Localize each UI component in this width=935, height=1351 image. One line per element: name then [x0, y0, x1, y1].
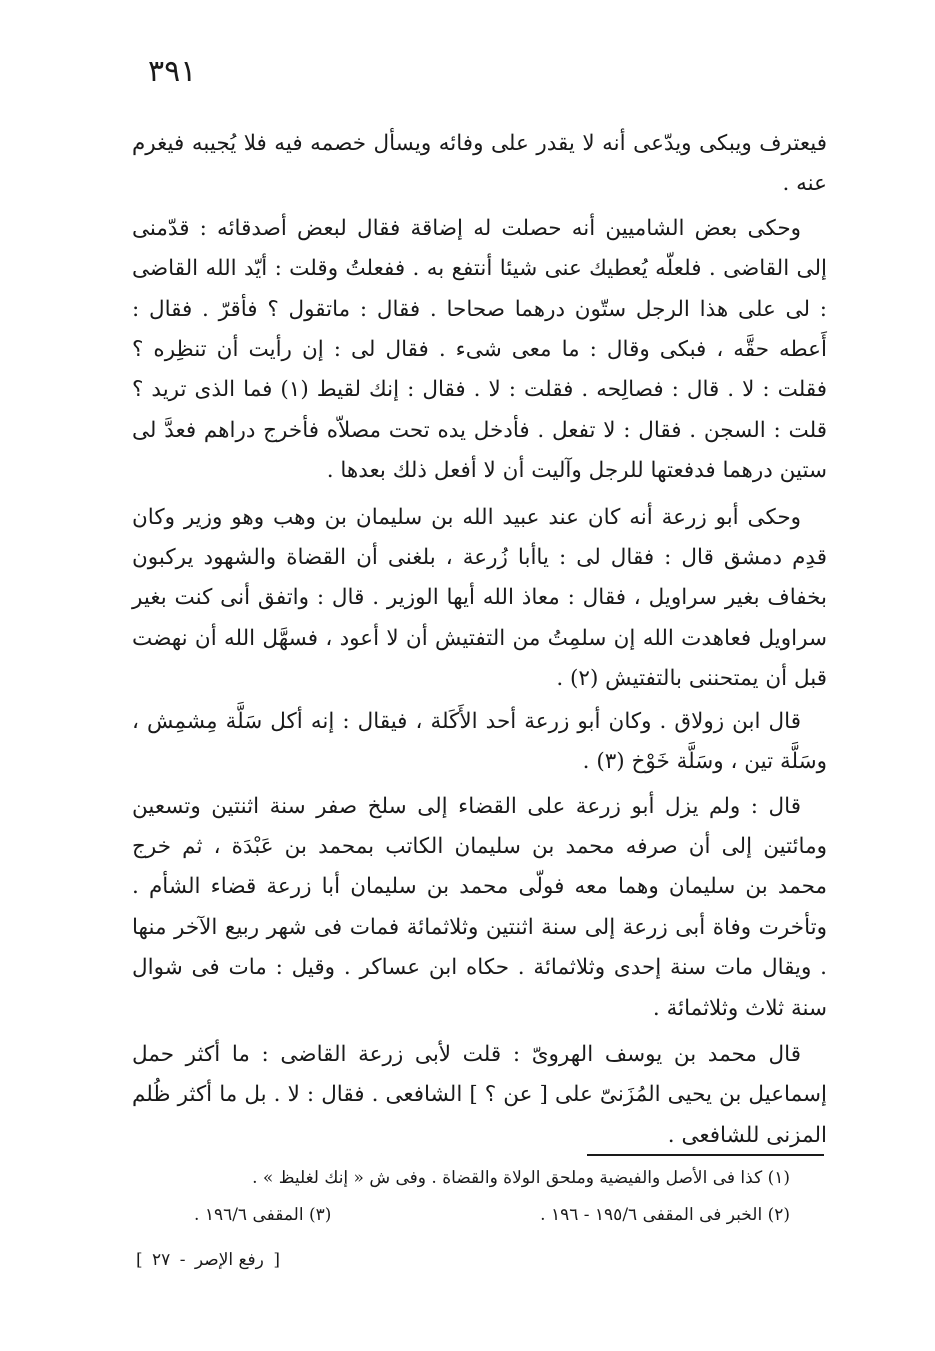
- main-text: [132, 124, 827, 1156]
- bracket-open: [: [273, 1250, 280, 1270]
- signature-number: ٢٧: [152, 1250, 171, 1270]
- bracket-close: ]: [136, 1250, 143, 1270]
- paragraph: قال : ولم يزل أبو زرعة على القضاء إلى سلخ صفر سنة اثنتين وتسعين ومائتين إلى أن صرفه محمد بن سليمان الكاتب بمحمد بن عَبْدَة ، ثم خرج محمد بن سليمان وهما معه فولّى محمد بن سليمان أبا زرعة قضاء الشأم . وتأخرت وفاة أبى زرعة إلى سنة اثنتين وثلاثمائة فمات فى شهر ربيع الآخر منها . ويقال مات سنة إحدى وثلاثمائة . حكاه ابن عساكر . وقيل : مات فى شوال سنة ثلاث وثلاثمائة .: [132, 793, 827, 1021]
- signature-line: [134, 1250, 282, 1270]
- footnote-row: [190, 1160, 790, 1197]
- footnote-2: (٢) الخبر فى المقفى ١٩٥/٦ - ١٩٦ .: [540, 1205, 790, 1225]
- paragraph: فيعترف ويبكى ويدّعى أنه لا يقدر على وفائه ويسأل خصمه فيه فلا يُجيبه فيغرم عنه .: [132, 131, 827, 197]
- footnote-3: (٣) المقفى ١٩٦/٦ .: [194, 1205, 332, 1225]
- paragraph: قال محمد بن يوسف الهروىّ : قلت لأبى زرعة القاضى : ما أكثر حمل إسماعيل بن يحيى المُزَنىّ على [ عن ؟ ] الشافعى . فقال : لا . بل ما أكثر ظُلم المزنى للشافعى .: [132, 1041, 827, 1148]
- paragraph: وحكى بعض الشاميين أنه حصلت له إضاقة فقال لبعض أصدقائه : قدّمنى إلى القاضى . فلعلّه يُعطيك عنى شيئا أنتفع به . ففعلتُ وقلت : أيّد الله القاضى : لى على هذا الرجل ستّون درهما صحاحا . فقال : ماتقول ؟ فأقرّ . فقال : أَعطه حقَّه ، فبكى وقال : ما معى شىء . فقال لى : إن رأيت أن تنظِره ؟ فقلت : لا . قال : فصالِحه . فقلت : لا . فقال : إنك لقيط (١) فما الذى تريد ؟ قلت : السجن . فقال : لا تفعل . فأدخل يده تحت مصلاّه فأخرج دراهم فعدَّ لى ستين درهما فدفعتها للرجل وآليت أن لا أفعل ذلك بعدها .: [132, 215, 828, 484]
- footnote-divider: [587, 1154, 824, 1156]
- paragraph: وحكى أبو زرعة أنه كان عند عبيد الله بن سليمان بن وهب وهو وزير وكان قدِم دمشق قال : فقال لى : ياأبا زُرعة ، بلغنى أن القضاة والشهود يركبون بخفاف بغير سراويل ، فقال : معاذ الله أيها الوزير . قال : واتفق أنى كنت بغير سراويل فعاهدت الله إن سلمِتُ من التفتيش أن لا أعود ، فسهَّل الله أن نهضت قبل أن يمتحننى بالتفتيش (٢) .: [132, 504, 827, 692]
- dash: -: [179, 1250, 186, 1270]
- page-number: ٣٩١: [148, 54, 197, 89]
- footnote-row: [190, 1197, 790, 1234]
- footnotes: [190, 1160, 790, 1234]
- paragraph: قال ابن زولاق . وكان أبو زرعة أحد الأَكَلة ، فيقال : إنه أكل سَلَّة مِشمِش ، وسَلَّة تين ، وسَلَّة خَوْخ (٣) .: [132, 708, 827, 775]
- footnote-1: (١) كذا فى الأصل والفيضية وملحق الولاة والقضاة . وفى ش « إنك لغليظ » .: [252, 1168, 790, 1188]
- book-title: رفع الإصر: [194, 1250, 264, 1270]
